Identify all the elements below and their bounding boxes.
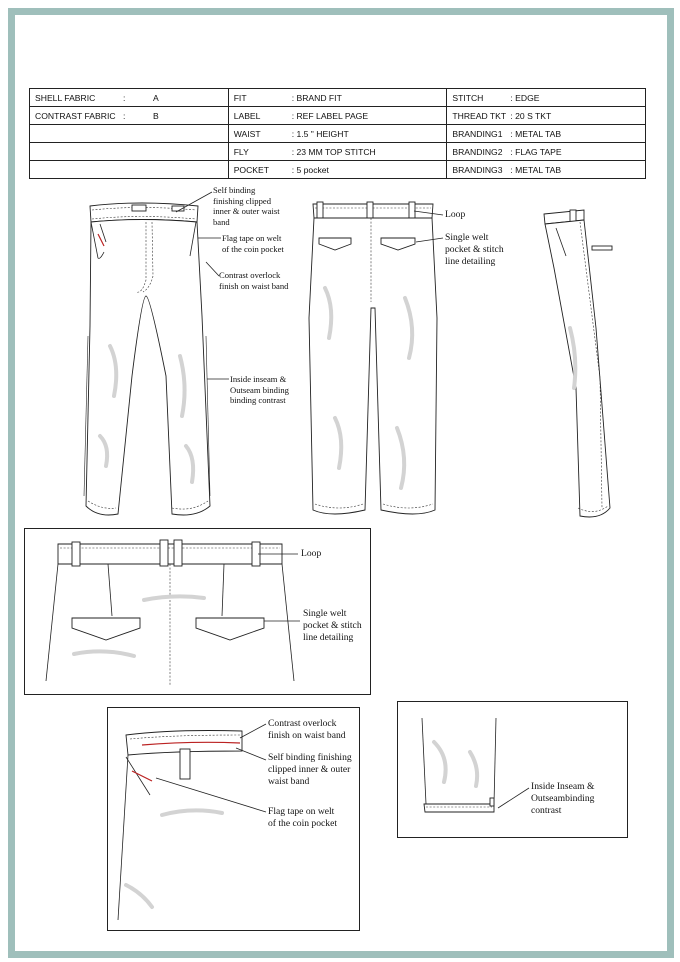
construction-label: POCKET [233, 164, 270, 175]
front-flag-tape-note: Flag tape on welt of the coin pocket [222, 233, 284, 254]
construction-label: FIT [233, 92, 247, 103]
finishing-value: : FLAG TAPE [510, 146, 562, 157]
finishing-label: STITCH [452, 92, 484, 103]
fabric-value: A [153, 92, 159, 103]
construction-value: : 5 pocket [291, 164, 329, 175]
finishing-label: BRANDING2 [452, 146, 503, 157]
back-single-welt-note: Single welt pocket & stitch line detailing [445, 232, 504, 267]
waist-contrast-overlock-note: Contrast overlock finish on waist band [268, 718, 346, 741]
hem-inseam-note: Inside Inseam & Outseambinding contrast [531, 781, 595, 816]
finishing-label: BRANDING1 [452, 128, 503, 139]
construction-value: : 1.5 " HEIGHT [291, 128, 349, 139]
finishing-label: BRANDING3 [452, 164, 503, 175]
construction-label: LABEL [233, 110, 261, 121]
finishing-value: : METAL TAB [510, 164, 562, 175]
construction-label: WAIST [233, 128, 261, 139]
construction-value: : REF LABEL PAGE [291, 110, 369, 121]
construction-value: : 23 MM TOP STITCH [291, 146, 376, 157]
detail-loop-note: Loop [301, 548, 322, 559]
fabric-sep: : [123, 92, 126, 103]
finishing-value: : METAL TAB [510, 128, 562, 139]
waist-self-binding-note: Self binding finishing clipped inner & outer waist band [268, 752, 352, 787]
fabric-value: B [153, 110, 159, 121]
fabric-label: SHELL FABRIC [35, 92, 96, 103]
back-loop-note: Loop [445, 209, 466, 220]
construction-label: FLY [233, 146, 249, 157]
front-inseam-note: Inside inseam & Outseam binding binding contrast [230, 374, 289, 405]
construction-value: : BRAND FIT [291, 92, 342, 103]
fabric-label: CONTRAST FABRIC [35, 110, 116, 121]
fabric-sep: : [123, 110, 126, 121]
front-self-binding-note: Self binding finishing clipped inner & outer waist band [213, 185, 280, 227]
finishing-label: THREAD TKT [452, 110, 507, 121]
waist-flag-tape-note: Flag tape on welt of the coin pocket [268, 806, 337, 829]
finishing-value: : 20 S TKT [510, 110, 552, 121]
front-contrast-overlock-note: Contrast overlock finish on waist band [219, 270, 289, 291]
detail-single-welt-note: Single welt pocket & stitch line detailing [303, 608, 362, 643]
finishing-value: : EDGE [510, 92, 540, 103]
